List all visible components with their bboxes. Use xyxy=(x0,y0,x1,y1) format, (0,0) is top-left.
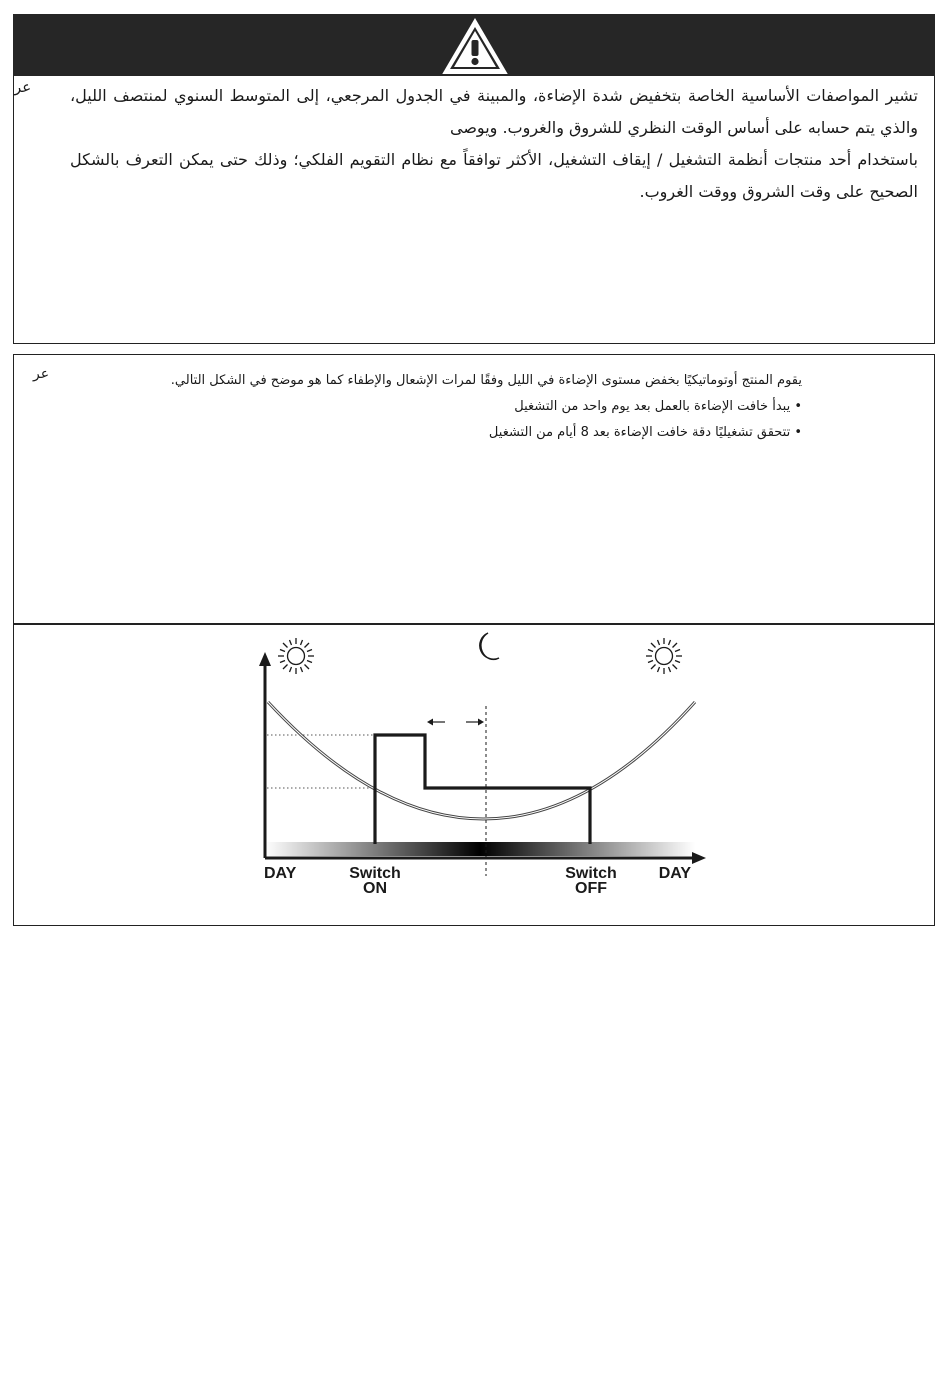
sun-icon xyxy=(646,638,682,674)
warning-paragraph: تشير المواصفات الأساسية الخاصة بتخفيض شدة الإضاءة، والمبينة في الجدول المرجعي، إلى المتوسط السنوي لمنتصف الليل، والذي يتم حسابه على أساس الوقت النظري للشروق والغروب. ويوصى xyxy=(70,86,918,137)
sun-icon xyxy=(278,638,314,674)
x-axis-arrow xyxy=(692,852,706,864)
dimming-chart xyxy=(240,628,720,912)
moon-icon xyxy=(480,633,499,659)
label-day-left: DAY xyxy=(264,865,297,882)
warning-triangle-icon xyxy=(440,16,510,76)
label-switch-on-state: ON xyxy=(363,880,387,897)
language-tag: عر xyxy=(33,366,50,382)
label-switch-off-state: OFF xyxy=(575,880,607,897)
night-gradient-band xyxy=(265,842,695,856)
label-day-right: DAY xyxy=(658,865,691,882)
y-axis-arrow xyxy=(259,652,271,666)
panel-divider xyxy=(13,623,935,625)
bullet-item: • تتحقق تشغيليًا دقة خافت الإضاءة بعد 8 أيام من التشغيل xyxy=(488,425,802,440)
bullet-item: • يبدأ خافت الإضاءة بالعمل بعد يوم واحد من التشغيل xyxy=(514,399,802,414)
description-intro: يقوم المنتج أوتوماتيكيًا بخفض مستوى الإضاءة في الليل وفقًا لمرات الإشعال والإطفاء كما هو موضح في الشكل التالي. xyxy=(170,373,802,388)
label-switch-on: Switch xyxy=(349,865,401,882)
warning-paragraph: باستخدام أحد منتجات أنظمة التشغيل / إيقاف التشغيل، الأكثر توافقاً مع نظام التقويم الفلكي؛ وذلك حتى يمكن التعرف بالشكل الصحيح على وقت الشروق ووقت الغروب. xyxy=(70,150,918,201)
label-switch-off: Switch xyxy=(565,865,617,882)
dimming-step-line xyxy=(375,735,590,844)
warning-text xyxy=(70,80,918,208)
description-text xyxy=(60,368,802,446)
language-tag: عر xyxy=(14,78,32,96)
